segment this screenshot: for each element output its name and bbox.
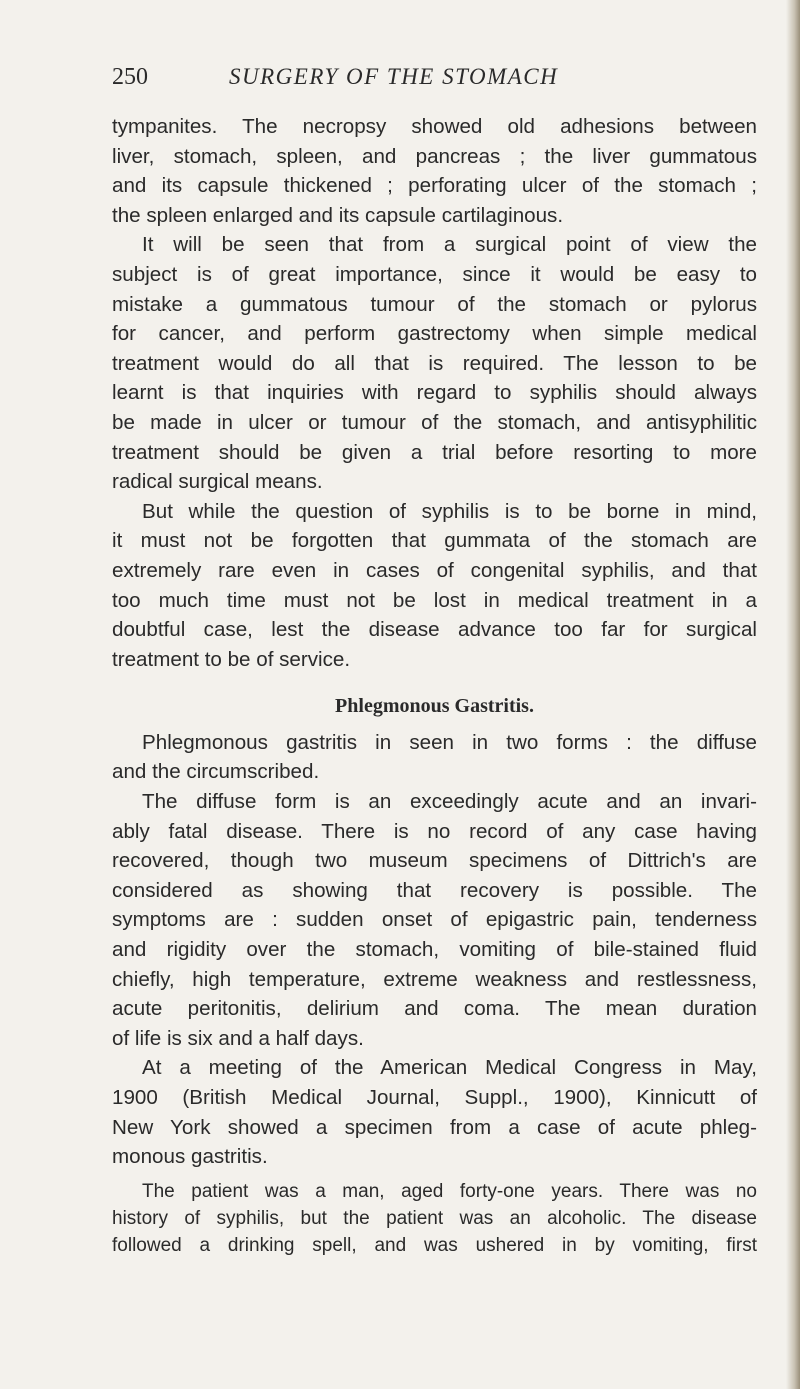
text-line: history of syphilis, but the patient was an alcoholic. The disease: [112, 1207, 757, 1229]
text-line: It will be seen that from a surgical point of view the: [142, 233, 757, 257]
text-line: The diffuse form is an exceedingly acute and an invari-: [142, 790, 757, 814]
page-header: [112, 64, 757, 94]
paragraph-3: [112, 497, 757, 675]
paragraph-2: [112, 230, 757, 496]
text-line: doubtful case, lest the disease advance too far for surgical: [112, 618, 757, 642]
text-line: be made in ulcer or tumour of the stomach, and antisyphilitic: [112, 410, 757, 434]
text-line: Phlegmonous gastritis in seen in two forms : the diffuse: [142, 730, 757, 754]
text-line: too much time must not be lost in medical treatment in a: [112, 588, 757, 612]
case-note-paragraph: [112, 1178, 757, 1259]
text-line: At a meeting of the American Medical Congress in May,: [142, 1056, 757, 1080]
text-line: acute peritonitis, delirium and coma. The mean duration: [112, 997, 757, 1021]
section-heading: Phlegmonous Gastritis.: [335, 695, 534, 718]
text-line: considered as showing that recovery is possible. The: [112, 878, 757, 902]
paragraph-6: [112, 1053, 757, 1171]
text-line: and the circumscribed.: [112, 760, 320, 784]
text-line: monous gastritis.: [112, 1145, 268, 1169]
text-line: 1900 (British Medical Journal, Suppl., 1900), Kinnicutt of: [112, 1086, 757, 1109]
text-line: treatment to be of service.: [112, 647, 351, 671]
text-line: for cancer, and perform gastrectomy when simple medical: [112, 322, 757, 346]
text-line: recovered, though two museum specimens of Dittrich's are: [112, 849, 757, 873]
text-line: New York showed a specimen from a case of acute phleg-: [112, 1115, 757, 1139]
text-line: learnt is that inquiries with regard to syphilis should always: [112, 381, 757, 405]
text-line: tympanites. The necropsy showed old adhesions between: [112, 115, 757, 138]
text-line: liver, stomach, spleen, and pancreas ; the liver gummatous: [112, 144, 757, 168]
text-line: it must not be forgotten that gummata of the stomach are: [112, 529, 757, 553]
text-line: radical surgical means.: [112, 470, 323, 494]
text-line: of life is six and a half days.: [112, 1026, 364, 1050]
text-line: The patient was a man, aged forty-one years. There was no: [142, 1180, 757, 1202]
paragraph-1: [112, 112, 757, 230]
text-line: extremely rare even in cases of congenital syphilis, and that: [112, 558, 757, 582]
text-line: symptoms are : sudden onset of epigastric pain, tenderness: [112, 908, 757, 932]
text-line: chiefly, high temperature, extreme weakness and restlessness,: [112, 967, 757, 991]
page-body: [112, 112, 757, 1259]
text-line: and rigidity over the stomach, vomiting of bile-stained fluid: [112, 938, 757, 962]
text-line: treatment should be given a trial before resorting to more: [112, 440, 757, 464]
text-line: treatment would do all that is required. The lesson to be: [112, 351, 757, 375]
paragraph-5: [112, 787, 757, 1053]
text-line: followed a drinking spell, and was ushered in by vomiting, first: [112, 1234, 757, 1256]
text-line: ably fatal disease. There is no record of any case having: [112, 819, 757, 843]
text-line: and its capsule thickened ; perforating ulcer of the stomach ;: [112, 174, 757, 198]
text-line: mistake a gummatous tumour of the stomach or pylorus: [112, 292, 757, 316]
page-number: 250: [112, 64, 148, 90]
text-line: But while the question of syphilis is to be borne in mind,: [142, 499, 757, 523]
text-line: the spleen enlarged and its capsule cartilaginous.: [112, 203, 564, 227]
paragraph-4: [112, 728, 757, 787]
page-spine-shadow: [786, 0, 800, 1389]
text-line: subject is of great importance, since it would be easy to: [112, 262, 757, 286]
running-title: SURGERY OF THE STOMACH: [229, 64, 559, 89]
